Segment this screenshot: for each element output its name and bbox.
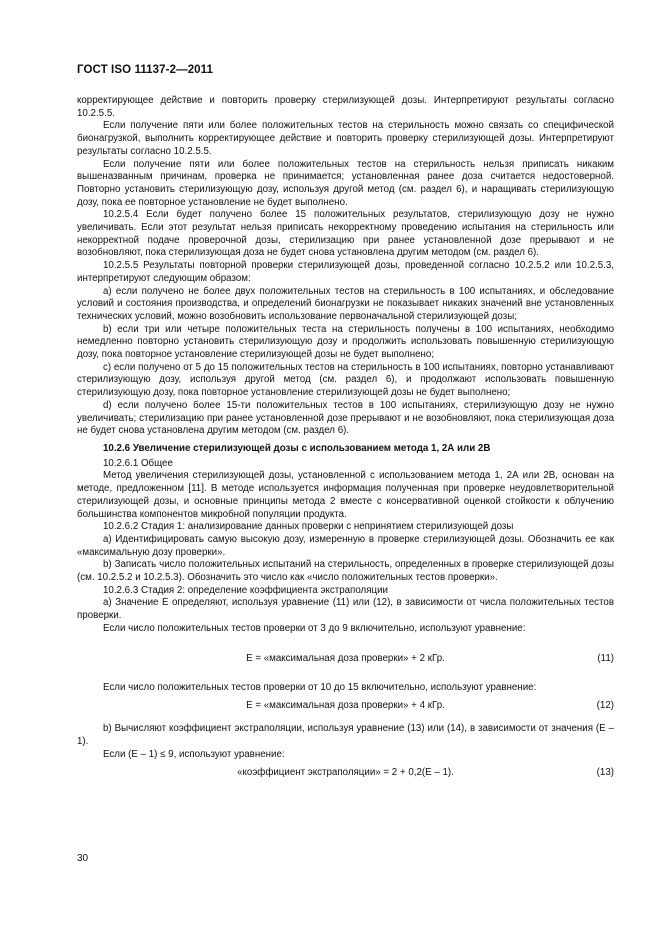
- formula-12: [77, 700, 614, 713]
- formula-11: [77, 653, 614, 666]
- paragraph: корректирующее действие и повторить проверку стерилизующей дозы. Интерпретируют результаты согласно 10.2.5.5.: [77, 95, 614, 119]
- section-heading-10-2-6: 10.2.6 Увеличение стерилизующей дозы с использованием метода 1, 2А или 2В: [103, 442, 491, 454]
- formula-expression: E = «максимальная доза проверки» + 2 кГр.: [246, 652, 445, 664]
- clause-10-2-5-5: 10.2.5.5 Результаты повторной проверки стерилизующей дозы, проведенной согласно 10.2.5.2 или 10.2.5.3, интерпретируют следующим образом:: [77, 260, 614, 284]
- clause-10-2-6-2: 10.2.6.2 Стадия 1: анализирование данных проверки с непринятием стерилизующей дозы: [103, 521, 514, 533]
- list-item-b: b) Записать число положительных испытаний на стерильность, определенных в проверке стерилизующей дозы (см. 10.2.5.2 и 10.2.5.3). Обозначить это число как «число положительных тестов проверки».: [77, 559, 614, 584]
- paragraph: Если (E – 1) ≤ 9, используют уравнение:: [103, 748, 285, 760]
- formula-number: (11): [597, 652, 614, 664]
- clause-10-2-5-4: 10.2.5.4 Если будет получено более 15 положительных результатов, стерилизующую дозу не нужно увеличивать. Если этот результат нельзя приписать некорректному проведению испытания на стерильность или некорректной подаче проверочной дозы, стерилизацию при ранее установленной дозе прерывают и не возобновляют, пока стерилизующая доза не будет снова установлена другим методом (см. раздел 6).: [77, 209, 614, 259]
- list-item-a: a) если получено не более двух положительных тестов на стерильность в 100 испытаниях, и обследование условий и состояния производства, и определений бионагрузки не показывает никаких значений вне установленных технических условий, можно возобновить использование первоначальной стерилизующей дозы;: [77, 285, 614, 322]
- paragraph: Если получение пяти или более положительных тестов на стерильность можно связать со специфической бионагрузкой, выполнить корректирующее действие и повторить проверку стерилизующей дозы. Интерпретируют результаты согласно 10.2.5.5.: [77, 120, 614, 157]
- list-item-b: b) если три или четыре положительных теста на стерильность получены в 100 испытаниях, необходимо немедленно повторно установить стерилизующую дозу и продолжить использовать повышенную стерилизующую дозу, пока повторное установление стерилизующей дозы не будет выполнено;: [77, 323, 614, 361]
- paragraph: Если получение пяти или более положительных тестов на стерильность нельзя приписать никаким вышеназванным причинам, проверка не принимается; установленная ранее доза считается недостоверной. Повторно установить стерилизующую дозу, используя другой метод (см. раздел 6), и наращивать стерилизующую дозу, пока ее повторное установление не будет выполнено.: [77, 158, 614, 208]
- formula-number: (13): [596, 767, 614, 779]
- document-header: ГОСТ ISO 11137-2—2011: [77, 64, 214, 76]
- formula-13: [77, 767, 614, 780]
- paragraph: Метод увеличения стерилизующей дозы, установленной с использованием метода 1, 2А или 2В, основан на методе, предложенном [11]. В методе используется информация полученная при проверке неудовлетворительной стерилизующей дозы, и основные принципы метода 2 вместе с консервативной оценкой стойкости к облучению большинства компонентов микробной популяции продукта.: [77, 470, 614, 520]
- list-item-a: a) Значение E определяют, используя уравнение (11) или (12), в зависимости от числа положительных тестов проверки.: [77, 597, 614, 622]
- list-item-d: d) если получено более 15-ти положительных тестов в 100 испытаниях, стерилизующую дозу не нужно увеличивать; стерилизацию при ранее установленной дозе прерывают и не возобновляют, пока стерилизующая доза не будет снова установлена другим методом (см. раздел 6).: [77, 399, 614, 437]
- formula-expression: E = «максимальная доза проверки» + 4 кГр.: [246, 700, 445, 712]
- list-item-b: b) Вычисляют коэффициент экстраполяции, используя уравнение (13) или (14), в зависимости от значения (E – 1).: [77, 723, 614, 747]
- clause-10-2-6-3: 10.2.6.3 Стадия 2: определение коэффициента экстраполяции: [103, 584, 388, 596]
- page-number: 30: [77, 853, 89, 864]
- paragraph: Если число положительных тестов проверки от 3 до 9 включительно, используют уравнение:: [103, 622, 526, 634]
- paragraph: Если число положительных тестов проверки от 10 до 15 включительно, используют уравнение:: [103, 681, 537, 693]
- formula-expression: «коэффициент экстраполяции» = 2 + 0,2(E – 1).: [237, 767, 454, 779]
- formula-number: (12): [596, 700, 614, 712]
- document-body: [77, 95, 614, 790]
- list-item-c: c) если получено от 5 до 15 положительных тестов на стерильность в 100 испытаниях, повторно устанавливают стерилизующую дозу, используя другой метод (см. раздел 6), и продолжают использовать повышенную стерилизующую дозу, пока повторное установление стерилизующей дозы не будет выполнено;: [77, 361, 614, 399]
- list-item-a: a) Идентифицировать самую высокую дозу, измеренную в проверке стерилизующей дозы. Обозначить ее как «максимальную дозу проверки».: [77, 533, 614, 558]
- clause-10-2-6-1: 10.2.6.1 Общее: [103, 457, 173, 469]
